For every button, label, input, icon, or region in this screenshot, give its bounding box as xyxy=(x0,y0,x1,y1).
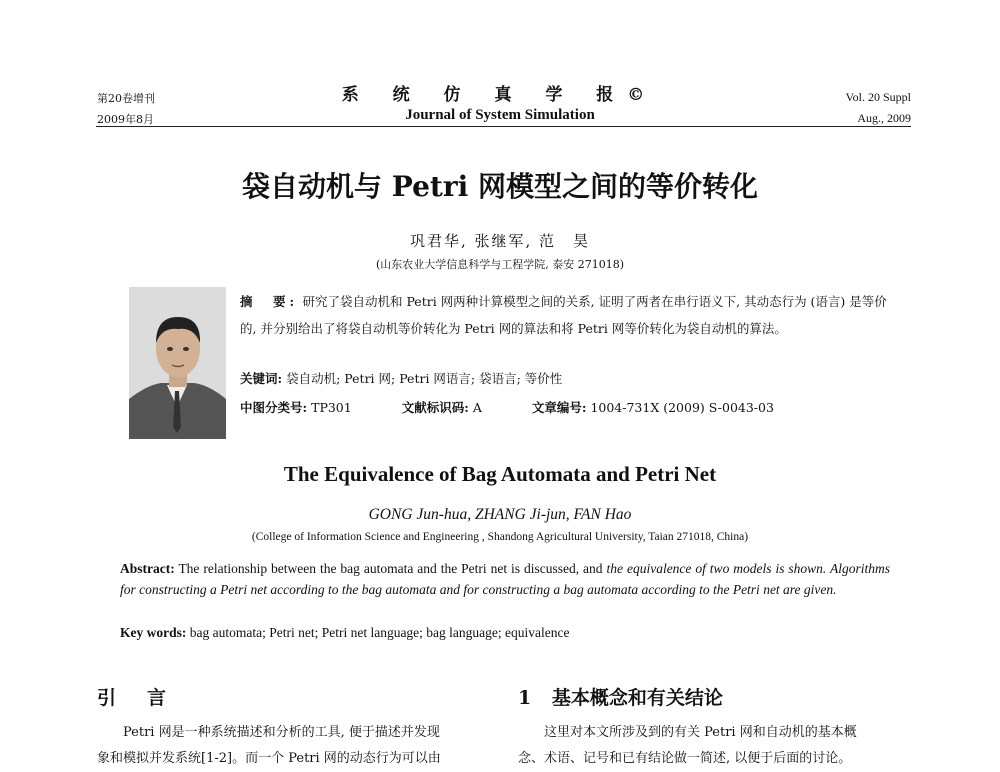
clc-value: TP301 xyxy=(311,400,352,415)
affiliation-cn: (山东农业大学信息科学与工程学院, 泰安 271018) xyxy=(375,258,625,271)
header-rule xyxy=(96,126,911,127)
keywords-cn-label: 关键词: xyxy=(240,371,283,386)
abstract-en-italic: the equivalence of two models is shown. Algorithms for constructing a Petri net according to the bag automata and for constructing a bag automata according to the Petri net are given. xyxy=(120,561,890,597)
abstract-cn-text: 研究了袋自动机和 Petri 网两种计算模型之间的关系, 证明了两者在串行语义下, 其动态行为 (语言) 是等价的, 并分别给出了将袋自动机等价转化为 Petri 网的算法和将 Petri 网等价转化为袋自动机的算法。 xyxy=(240,294,887,336)
doc-code-value: A xyxy=(472,400,482,415)
abstract-cn-label: 摘 要: xyxy=(240,294,299,309)
intro-line-1: Petri 网是一种系统描述和分析的工具, 便于描述并发现 xyxy=(123,725,440,740)
classification-row xyxy=(240,398,774,416)
authors-cn: 巩君华, 张继军, 范 昊 xyxy=(409,232,591,250)
authors-en: GONG Jun-hua, ZHANG Ji-jun, FAN Hao xyxy=(368,506,632,523)
header-date-en: Aug., 2009 xyxy=(857,111,911,125)
intro-heading: 引 言 xyxy=(97,687,173,709)
section-1-heading xyxy=(518,683,723,710)
journal-title-en: Journal of System Simulation xyxy=(405,107,595,123)
journal-title-cn: 系 统 仿 真 学 报© xyxy=(341,85,659,105)
keywords-en-label: Key words: xyxy=(120,625,187,640)
section-1-line-1: 这里对本文所涉及到的有关 Petri 网和自动机的基本概 xyxy=(544,725,857,740)
abstract-en-text: The relationship between the bag automata and the Petri net is discussed, and xyxy=(178,561,603,576)
paper-title-en: The Equivalence of Bag Automata and Petri Net xyxy=(283,462,717,486)
abstract-cn xyxy=(240,288,900,342)
author-photo xyxy=(129,287,226,439)
header-date: 2009年8月 xyxy=(97,113,154,126)
section-1-line-2: 念、术语、记号和已有结论做一简述, 以便于后面的讨论。 xyxy=(518,751,852,766)
intro-body xyxy=(97,720,492,772)
intro-line-2: 象和模拟并发系统[1-2]。而一个 Petri 网的动态行为可以由 xyxy=(97,751,441,766)
header-vol-en: Vol. 20 Suppl xyxy=(845,90,911,104)
section-1-title: 基本概念和有关结论 xyxy=(551,687,723,709)
article-no-value: 1004-731X (2009) S-0043-03 xyxy=(590,400,774,415)
clc-label: 中图分类号: xyxy=(240,400,308,415)
section-1-number: 1 xyxy=(518,687,532,709)
section-1-body xyxy=(518,720,913,772)
keywords-en-text: bag automata; Petri net; Petri net language; bag language; equivalence xyxy=(189,625,570,640)
abstract-en xyxy=(120,558,890,600)
keywords-cn-text: 袋自动机; Petri 网; Petri 网语言; 袋语言; 等价性 xyxy=(286,371,563,386)
affiliation-en: (College of Information Science and Engineering , Shandong Agricultural University, Taian 271018, China) xyxy=(251,531,749,543)
keywords-en xyxy=(120,625,569,641)
paper-title-cn: 袋自动机与 Petri 网模型之间的等价转化 xyxy=(242,170,758,203)
article-no-label: 文章编号: xyxy=(531,400,587,415)
abstract-en-label: Abstract: xyxy=(120,561,175,576)
keywords-cn xyxy=(240,369,562,387)
doc-code-label: 文献标识码: xyxy=(401,400,469,415)
header-volume: 第20卷增刊 xyxy=(97,92,155,105)
